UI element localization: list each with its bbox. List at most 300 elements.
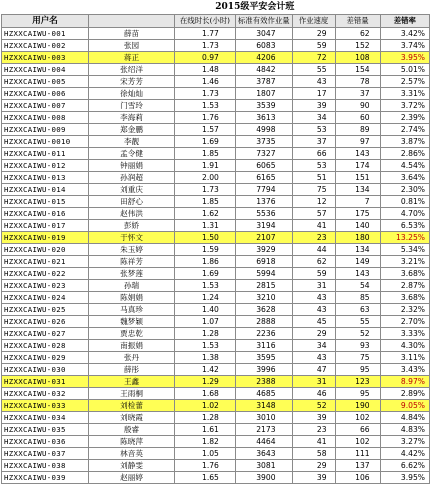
cell-hours[interactable]: 1.69 bbox=[175, 268, 236, 280]
cell-errors[interactable]: 134 bbox=[335, 184, 380, 196]
cell-name[interactable]: 林音英 bbox=[89, 448, 175, 460]
cell-name[interactable]: 魏梦颖 bbox=[89, 316, 175, 328]
cell-speed[interactable]: 45 bbox=[292, 316, 335, 328]
cell-errors[interactable]: 66 bbox=[335, 424, 380, 436]
cell-speed[interactable]: 62 bbox=[292, 256, 335, 268]
cell-error-rate[interactable]: 2.74% bbox=[380, 124, 429, 136]
cell-error-rate[interactable]: 3.64% bbox=[380, 172, 429, 184]
cell-error-rate[interactable]: 6.62% bbox=[380, 460, 429, 472]
cell-user-id[interactable]: HZXXCAIWU-011 bbox=[2, 148, 89, 160]
cell-hours[interactable]: 1.53 bbox=[175, 100, 236, 112]
cell-speed[interactable]: 34 bbox=[292, 112, 335, 124]
cell-hours[interactable]: 1.68 bbox=[175, 388, 236, 400]
cell-name[interactable]: 张绍洋 bbox=[89, 64, 175, 76]
cell-name[interactable]: 赵伟洪 bbox=[89, 208, 175, 220]
table-row bbox=[2, 292, 430, 304]
cell-name[interactable]: 刘静雯 bbox=[89, 460, 175, 472]
table-row bbox=[2, 304, 430, 316]
cell-user-id[interactable]: HZXXCAIWU-023 bbox=[2, 280, 89, 292]
cell-hours[interactable]: 1.69 bbox=[175, 136, 236, 148]
cell-speed[interactable]: 39 bbox=[292, 100, 335, 112]
cell-speed[interactable]: 31 bbox=[292, 280, 335, 292]
cell-speed[interactable]: 41 bbox=[292, 220, 335, 232]
cell-errors[interactable]: 7 bbox=[335, 196, 380, 208]
cell-hours[interactable]: 1.02 bbox=[175, 400, 236, 412]
cell-name[interactable]: 殷睿 bbox=[89, 424, 175, 436]
cell-name[interactable]: 马真珍 bbox=[89, 304, 175, 316]
table-row bbox=[2, 64, 430, 76]
cell-errors[interactable]: 75 bbox=[335, 352, 380, 364]
cell-user-id[interactable]: HZXXCAIWU-005 bbox=[2, 76, 89, 88]
cell-error-rate[interactable]: 4.30% bbox=[380, 340, 429, 352]
cell-speed[interactable]: 66 bbox=[292, 148, 335, 160]
cell-errors[interactable]: 108 bbox=[335, 52, 380, 64]
cell-volume[interactable]: 3116 bbox=[235, 340, 292, 352]
cell-speed[interactable]: 29 bbox=[292, 28, 335, 40]
cell-name[interactable]: 门雪玲 bbox=[89, 100, 175, 112]
cell-hours[interactable]: 1.38 bbox=[175, 352, 236, 364]
cell-errors[interactable]: 54 bbox=[335, 280, 380, 292]
cell-user-id[interactable]: HZXXCAIWU-001 bbox=[2, 28, 89, 40]
cell-name[interactable]: 陈娟娟 bbox=[89, 292, 175, 304]
cell-name[interactable]: 薛彤 bbox=[89, 364, 175, 376]
table-row bbox=[2, 460, 430, 472]
cell-speed[interactable]: 52 bbox=[292, 400, 335, 412]
cell-errors[interactable]: 140 bbox=[335, 220, 380, 232]
cell-errors[interactable]: 190 bbox=[335, 400, 380, 412]
cell-hours[interactable]: 1.65 bbox=[175, 472, 236, 484]
cell-volume[interactable]: 6165 bbox=[235, 172, 292, 184]
table-row bbox=[2, 208, 430, 220]
cell-hours[interactable]: 1.07 bbox=[175, 316, 236, 328]
cell-error-rate[interactable]: 3.74% bbox=[380, 40, 429, 52]
cell-user-id[interactable]: HZXXCAIWU-004 bbox=[2, 64, 89, 76]
cell-error-rate[interactable]: 0.81% bbox=[380, 196, 429, 208]
cell-name[interactable]: 王雨桐 bbox=[89, 388, 175, 400]
cell-speed[interactable]: 39 bbox=[292, 472, 335, 484]
cell-error-rate[interactable]: 2.32% bbox=[380, 304, 429, 316]
cropped-footer bbox=[100, 492, 180, 500]
cell-volume[interactable]: 3996 bbox=[235, 364, 292, 376]
cell-name[interactable]: 刘检蕾 bbox=[89, 400, 175, 412]
cell-hours[interactable]: 1.59 bbox=[175, 244, 236, 256]
cell-volume[interactable]: 3929 bbox=[235, 244, 292, 256]
cell-speed[interactable]: 72 bbox=[292, 52, 335, 64]
cell-name[interactable]: 宋芳芳 bbox=[89, 76, 175, 88]
cell-user-id[interactable]: HZXXCAIWU-003 bbox=[2, 52, 89, 64]
cell-name[interactable]: 李海莉 bbox=[89, 112, 175, 124]
cell-speed[interactable]: 39 bbox=[292, 412, 335, 424]
cell-name[interactable]: 钟丽娟 bbox=[89, 160, 175, 172]
cell-hours[interactable]: 1.57 bbox=[175, 124, 236, 136]
cell-name[interactable]: 赵丽婷 bbox=[89, 472, 175, 484]
cell-hours[interactable]: 1.62 bbox=[175, 208, 236, 220]
cell-speed[interactable]: 75 bbox=[292, 184, 335, 196]
cell-hours[interactable]: 1.29 bbox=[175, 376, 236, 388]
cell-errors[interactable]: 152 bbox=[335, 40, 380, 52]
cell-error-rate[interactable]: 2.89% bbox=[380, 388, 429, 400]
cell-name[interactable]: 田舒心 bbox=[89, 196, 175, 208]
cell-user-id[interactable]: HZXXCAIWU-019 bbox=[2, 232, 89, 244]
cell-volume[interactable]: 3900 bbox=[235, 472, 292, 484]
cell-speed[interactable]: 37 bbox=[292, 136, 335, 148]
cell-volume[interactable]: 3194 bbox=[235, 220, 292, 232]
cell-error-rate[interactable]: 3.42% bbox=[380, 28, 429, 40]
cell-hours[interactable]: 1.31 bbox=[175, 220, 236, 232]
cell-errors[interactable]: 63 bbox=[335, 304, 380, 316]
cell-hours[interactable]: 1.28 bbox=[175, 328, 236, 340]
table-row bbox=[2, 316, 430, 328]
cell-speed[interactable]: 29 bbox=[292, 460, 335, 472]
cell-volume[interactable]: 3787 bbox=[235, 76, 292, 88]
cell-speed[interactable]: 12 bbox=[292, 196, 335, 208]
cell-speed[interactable]: 55 bbox=[292, 64, 335, 76]
cell-error-rate[interactable]: 3.72% bbox=[380, 100, 429, 112]
cell-error-rate[interactable]: 5.34% bbox=[380, 244, 429, 256]
cell-volume[interactable]: 3047 bbox=[235, 28, 292, 40]
cell-error-rate[interactable]: 3.27% bbox=[380, 436, 429, 448]
cell-user-id[interactable]: HZXXCAIWU-022 bbox=[2, 268, 89, 280]
cell-volume[interactable]: 3613 bbox=[235, 112, 292, 124]
cell-user-id[interactable]: HZXXCAIWU-029 bbox=[2, 352, 89, 364]
cell-name[interactable]: 郑金鹏 bbox=[89, 124, 175, 136]
cell-errors[interactable]: 174 bbox=[335, 160, 380, 172]
cell-volume[interactable]: 4685 bbox=[235, 388, 292, 400]
cell-volume[interactable]: 3210 bbox=[235, 292, 292, 304]
cell-name[interactable]: 贾忠乾 bbox=[89, 328, 175, 340]
cell-name[interactable]: 徐灿灿 bbox=[89, 88, 175, 100]
cell-user-id[interactable]: HZXXCAIWU-013 bbox=[2, 172, 89, 184]
cell-user-id[interactable]: HZXXCAIWU-008 bbox=[2, 112, 89, 124]
cell-error-rate[interactable]: 4.70% bbox=[380, 208, 429, 220]
cell-user-id[interactable]: HZXXCAIWU-034 bbox=[2, 412, 89, 424]
cell-error-rate[interactable]: 3.68% bbox=[380, 268, 429, 280]
cell-name[interactable]: 薛苗 bbox=[89, 28, 175, 40]
cell-hours[interactable]: 1.86 bbox=[175, 256, 236, 268]
cell-user-id[interactable]: HZXXCAIWU-015 bbox=[2, 196, 89, 208]
cell-speed[interactable]: 51 bbox=[292, 172, 335, 184]
cell-error-rate[interactable]: 4.42% bbox=[380, 448, 429, 460]
cell-error-rate[interactable]: 2.57% bbox=[380, 76, 429, 88]
cell-volume[interactable]: 2173 bbox=[235, 424, 292, 436]
cell-error-rate[interactable]: 9.05% bbox=[380, 400, 429, 412]
cell-volume[interactable]: 4206 bbox=[235, 52, 292, 64]
cell-name[interactable]: 张园 bbox=[89, 40, 175, 52]
cell-user-id[interactable]: HZXXCAIWU-017 bbox=[2, 220, 89, 232]
cell-volume[interactable]: 3539 bbox=[235, 100, 292, 112]
cell-name[interactable]: 于怀文 bbox=[89, 232, 175, 244]
cell-user-id[interactable]: HZXXCAIWU-038 bbox=[2, 460, 89, 472]
cell-speed[interactable]: 53 bbox=[292, 124, 335, 136]
cell-errors[interactable]: 89 bbox=[335, 124, 380, 136]
cell-name[interactable]: 彭娇 bbox=[89, 220, 175, 232]
cell-errors[interactable]: 93 bbox=[335, 340, 380, 352]
cell-volume[interactable]: 6083 bbox=[235, 40, 292, 52]
cell-hours[interactable]: 1.24 bbox=[175, 292, 236, 304]
table-row bbox=[2, 280, 430, 292]
cell-speed[interactable]: 34 bbox=[292, 340, 335, 352]
cell-name[interactable]: 刘晓霞 bbox=[89, 412, 175, 424]
table-row bbox=[2, 412, 430, 424]
cell-errors[interactable]: 78 bbox=[335, 76, 380, 88]
cell-user-id[interactable]: HZXXCAIWU-016 bbox=[2, 208, 89, 220]
table-row bbox=[2, 340, 430, 352]
cell-name[interactable]: 蒋正 bbox=[89, 52, 175, 64]
table-row bbox=[2, 124, 430, 136]
header-volume[interactable]: 标准有效作业量 bbox=[235, 15, 292, 28]
table-row bbox=[2, 388, 430, 400]
cell-name[interactable]: 王鑫 bbox=[89, 376, 175, 388]
cell-volume[interactable]: 4464 bbox=[235, 436, 292, 448]
cell-hours[interactable]: 1.61 bbox=[175, 424, 236, 436]
cell-volume[interactable]: 2815 bbox=[235, 280, 292, 292]
cell-errors[interactable]: 37 bbox=[335, 88, 380, 100]
cell-error-rate[interactable]: 13.25% bbox=[380, 232, 429, 244]
cell-volume[interactable]: 1807 bbox=[235, 88, 292, 100]
cell-hours[interactable]: 1.28 bbox=[175, 412, 236, 424]
cell-error-rate[interactable]: 6.53% bbox=[380, 220, 429, 232]
cell-speed[interactable]: 43 bbox=[292, 292, 335, 304]
cell-volume[interactable]: 2388 bbox=[235, 376, 292, 388]
cell-volume[interactable]: 3081 bbox=[235, 460, 292, 472]
table-row bbox=[2, 364, 430, 376]
cell-error-rate[interactable]: 3.43% bbox=[380, 364, 429, 376]
cell-volume[interactable]: 3148 bbox=[235, 400, 292, 412]
cell-user-id[interactable]: HZXXCAIWU-028 bbox=[2, 340, 89, 352]
cell-speed[interactable]: 31 bbox=[292, 376, 335, 388]
table-body bbox=[2, 28, 430, 484]
cell-speed[interactable]: 57 bbox=[292, 208, 335, 220]
cell-error-rate[interactable]: 3.95% bbox=[380, 52, 429, 64]
cell-speed[interactable]: 46 bbox=[292, 388, 335, 400]
cell-hours[interactable]: 1.05 bbox=[175, 448, 236, 460]
cell-speed[interactable]: 58 bbox=[292, 448, 335, 460]
cell-hours[interactable]: 1.46 bbox=[175, 76, 236, 88]
header-user[interactable]: 用户名 bbox=[2, 15, 89, 28]
cell-errors[interactable]: 143 bbox=[335, 148, 380, 160]
sheet-title: 2015级平安会计班 bbox=[175, 0, 335, 15]
cell-errors[interactable]: 55 bbox=[335, 316, 380, 328]
cell-hours[interactable]: 2.00 bbox=[175, 172, 236, 184]
cell-error-rate[interactable]: 3.11% bbox=[380, 352, 429, 364]
table-row bbox=[2, 424, 430, 436]
cell-hours[interactable]: 1.85 bbox=[175, 148, 236, 160]
cell-hours[interactable]: 1.50 bbox=[175, 232, 236, 244]
cell-volume[interactable]: 6065 bbox=[235, 160, 292, 172]
header-error-rate[interactable]: 差错率 bbox=[380, 15, 429, 28]
cell-name[interactable]: 李靓 bbox=[89, 136, 175, 148]
cell-error-rate[interactable]: 2.87% bbox=[380, 280, 429, 292]
cell-user-id[interactable]: HZXXCAIWU-033 bbox=[2, 400, 89, 412]
cell-user-id[interactable]: HZXXCAIWU-037 bbox=[2, 448, 89, 460]
cell-errors[interactable]: 149 bbox=[335, 256, 380, 268]
cell-hours[interactable]: 1.73 bbox=[175, 184, 236, 196]
cell-errors[interactable]: 134 bbox=[335, 244, 380, 256]
data-table bbox=[1, 0, 430, 484]
cell-errors[interactable]: 180 bbox=[335, 232, 380, 244]
cell-hours[interactable]: 1.73 bbox=[175, 40, 236, 52]
cell-errors[interactable]: 151 bbox=[335, 172, 380, 184]
cell-hours[interactable]: 1.91 bbox=[175, 160, 236, 172]
cell-name[interactable]: 张梦莲 bbox=[89, 268, 175, 280]
cell-hours[interactable]: 0.97 bbox=[175, 52, 236, 64]
cell-errors[interactable]: 102 bbox=[335, 436, 380, 448]
cell-error-rate[interactable]: 2.39% bbox=[380, 112, 429, 124]
cell-volume[interactable]: 3735 bbox=[235, 136, 292, 148]
cell-hours[interactable]: 1.53 bbox=[175, 280, 236, 292]
cell-hours[interactable]: 1.40 bbox=[175, 304, 236, 316]
cell-error-rate[interactable]: 8.97% bbox=[380, 376, 429, 388]
cell-errors[interactable]: 154 bbox=[335, 64, 380, 76]
cell-user-id[interactable]: HZXXCAIWU-036 bbox=[2, 436, 89, 448]
cell-user-id[interactable]: HZXXCAIWU-026 bbox=[2, 316, 89, 328]
header-name[interactable] bbox=[89, 15, 175, 28]
cell-volume[interactable]: 3595 bbox=[235, 352, 292, 364]
cell-errors[interactable]: 90 bbox=[335, 100, 380, 112]
cell-hours[interactable]: 1.42 bbox=[175, 364, 236, 376]
cell-errors[interactable]: 106 bbox=[335, 472, 380, 484]
table-row bbox=[2, 148, 430, 160]
cell-volume[interactable]: 2107 bbox=[235, 232, 292, 244]
cell-error-rate[interactable]: 3.21% bbox=[380, 256, 429, 268]
table-row bbox=[2, 328, 430, 340]
cell-volume[interactable]: 5994 bbox=[235, 268, 292, 280]
cell-errors[interactable]: 123 bbox=[335, 376, 380, 388]
cell-name[interactable]: 朱玉婷 bbox=[89, 244, 175, 256]
cell-speed[interactable]: 23 bbox=[292, 424, 335, 436]
cell-error-rate[interactable]: 2.86% bbox=[380, 148, 429, 160]
cell-speed[interactable]: 47 bbox=[292, 364, 335, 376]
cell-error-rate[interactable]: 5.01% bbox=[380, 64, 429, 76]
table-row bbox=[2, 40, 430, 52]
cell-error-rate[interactable]: 2.30% bbox=[380, 184, 429, 196]
cell-user-id[interactable]: HZXXCAIWU-014 bbox=[2, 184, 89, 196]
cell-errors[interactable]: 143 bbox=[335, 268, 380, 280]
cell-name[interactable]: 孟令健 bbox=[89, 148, 175, 160]
cell-user-id[interactable]: HZXXCAIWU-006 bbox=[2, 88, 89, 100]
cell-speed[interactable]: 43 bbox=[292, 76, 335, 88]
header-errors[interactable]: 差错量 bbox=[335, 15, 380, 28]
cell-error-rate[interactable]: 3.31% bbox=[380, 88, 429, 100]
cell-hours[interactable]: 1.85 bbox=[175, 196, 236, 208]
cell-hours[interactable]: 1.76 bbox=[175, 460, 236, 472]
cell-volume[interactable]: 2888 bbox=[235, 316, 292, 328]
cell-volume[interactable]: 6918 bbox=[235, 256, 292, 268]
cell-volume[interactable]: 4842 bbox=[235, 64, 292, 76]
cell-volume[interactable]: 5536 bbox=[235, 208, 292, 220]
cell-error-rate[interactable]: 3.95% bbox=[380, 472, 429, 484]
cell-name[interactable]: 南振娟 bbox=[89, 340, 175, 352]
cell-speed[interactable]: 43 bbox=[292, 304, 335, 316]
cell-volume[interactable]: 3643 bbox=[235, 448, 292, 460]
cell-user-id[interactable]: HZXXCAIWU-039 bbox=[2, 472, 89, 484]
cell-error-rate[interactable]: 3.68% bbox=[380, 292, 429, 304]
table-row bbox=[2, 472, 430, 484]
cell-name[interactable]: 孙瑞 bbox=[89, 280, 175, 292]
cell-user-id[interactable]: HZXXCAIWU-007 bbox=[2, 100, 89, 112]
cell-error-rate[interactable]: 2.70% bbox=[380, 316, 429, 328]
cell-speed[interactable]: 17 bbox=[292, 88, 335, 100]
cell-user-id[interactable]: HZXXCAIWU-020 bbox=[2, 244, 89, 256]
cell-hours[interactable]: 1.53 bbox=[175, 340, 236, 352]
cell-error-rate[interactable]: 4.84% bbox=[380, 412, 429, 424]
cell-name[interactable]: 孙润超 bbox=[89, 172, 175, 184]
cell-hours[interactable]: 1.77 bbox=[175, 28, 236, 40]
cell-user-id[interactable]: HZXXCAIWU-002 bbox=[2, 40, 89, 52]
cell-errors[interactable]: 137 bbox=[335, 460, 380, 472]
cell-user-id[interactable]: HZXXCAIWU-025 bbox=[2, 304, 89, 316]
cell-speed[interactable]: 44 bbox=[292, 244, 335, 256]
header-speed[interactable]: 作业速度 bbox=[292, 15, 335, 28]
cell-errors[interactable]: 97 bbox=[335, 136, 380, 148]
cell-name[interactable]: 张丹 bbox=[89, 352, 175, 364]
cell-speed[interactable]: 53 bbox=[292, 160, 335, 172]
table-row bbox=[2, 172, 430, 184]
cell-user-id[interactable]: HZXXCAIWU-031 bbox=[2, 376, 89, 388]
cell-volume[interactable]: 7327 bbox=[235, 148, 292, 160]
cell-speed[interactable]: 59 bbox=[292, 268, 335, 280]
table-row bbox=[2, 52, 430, 64]
cell-errors[interactable]: 95 bbox=[335, 364, 380, 376]
cell-speed[interactable]: 29 bbox=[292, 328, 335, 340]
cell-error-rate[interactable]: 3.87% bbox=[380, 136, 429, 148]
cell-volume[interactable]: 1376 bbox=[235, 196, 292, 208]
cell-errors[interactable]: 85 bbox=[335, 292, 380, 304]
table-row bbox=[2, 436, 430, 448]
cell-speed[interactable]: 23 bbox=[292, 232, 335, 244]
table-row bbox=[2, 352, 430, 364]
cell-user-id[interactable]: HZXXCAIWU-021 bbox=[2, 256, 89, 268]
header-hours[interactable]: 在线时长(小时) bbox=[175, 15, 236, 28]
cell-volume[interactable]: 3010 bbox=[235, 412, 292, 424]
cell-user-id[interactable]: HZXXCAIWU-0010 bbox=[2, 136, 89, 148]
cell-hours[interactable]: 1.48 bbox=[175, 64, 236, 76]
table-row bbox=[2, 196, 430, 208]
cell-errors[interactable]: 102 bbox=[335, 412, 380, 424]
cell-speed[interactable]: 43 bbox=[292, 352, 335, 364]
cell-volume[interactable]: 4998 bbox=[235, 124, 292, 136]
cell-error-rate[interactable]: 4.83% bbox=[380, 424, 429, 436]
table-row bbox=[2, 136, 430, 148]
cell-user-id[interactable]: HZXXCAIWU-012 bbox=[2, 160, 89, 172]
cell-user-id[interactable]: HZXXCAIWU-024 bbox=[2, 292, 89, 304]
cell-user-id[interactable]: HZXXCAIWU-035 bbox=[2, 424, 89, 436]
cell-name[interactable]: 刘重庆 bbox=[89, 184, 175, 196]
cell-hours[interactable]: 1.76 bbox=[175, 112, 236, 124]
cell-errors[interactable]: 111 bbox=[335, 448, 380, 460]
cell-errors[interactable]: 62 bbox=[335, 28, 380, 40]
cell-hours[interactable]: 1.73 bbox=[175, 88, 236, 100]
cell-name[interactable]: 陈晓萍 bbox=[89, 436, 175, 448]
cell-errors[interactable]: 52 bbox=[335, 328, 380, 340]
cell-name[interactable]: 陈祥芳 bbox=[89, 256, 175, 268]
cell-speed[interactable]: 59 bbox=[292, 40, 335, 52]
cell-error-rate[interactable]: 3.33% bbox=[380, 328, 429, 340]
cell-volume[interactable]: 2236 bbox=[235, 328, 292, 340]
cell-error-rate[interactable]: 4.54% bbox=[380, 160, 429, 172]
cell-errors[interactable]: 175 bbox=[335, 208, 380, 220]
cell-errors[interactable]: 60 bbox=[335, 112, 380, 124]
cell-user-id[interactable]: HZXXCAIWU-030 bbox=[2, 364, 89, 376]
cell-volume[interactable]: 7794 bbox=[235, 184, 292, 196]
cell-volume[interactable]: 3628 bbox=[235, 304, 292, 316]
cell-user-id[interactable]: HZXXCAIWU-032 bbox=[2, 388, 89, 400]
cell-user-id[interactable]: HZXXCAIWU-027 bbox=[2, 328, 89, 340]
cell-user-id[interactable]: HZXXCAIWU-009 bbox=[2, 124, 89, 136]
cell-hours[interactable]: 1.82 bbox=[175, 436, 236, 448]
cell-speed[interactable]: 41 bbox=[292, 436, 335, 448]
cell-errors[interactable]: 95 bbox=[335, 388, 380, 400]
